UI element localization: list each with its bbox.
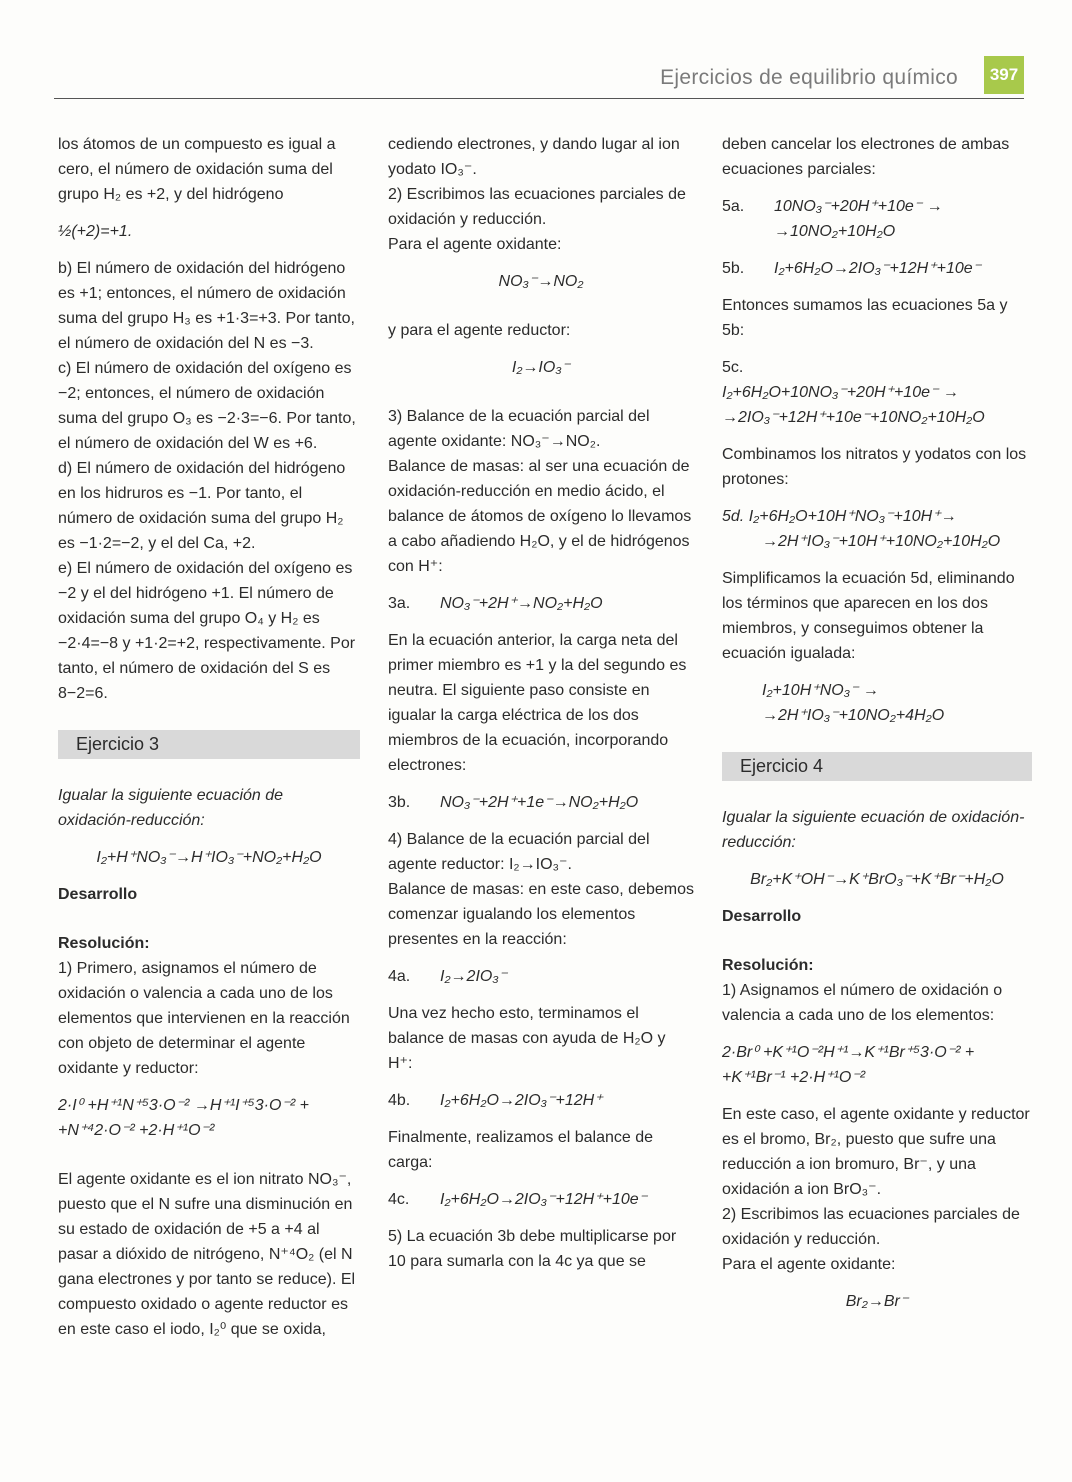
desarrollo-heading: Desarrollo [722,908,802,925]
paragraph: los átomos de un compuesto es igual a cero, el número de oxidación suma del grupo H₂ es +2, y del hidrógeno [58,136,336,203]
equation-4c: 4c. I₂+6H₂O→2IO₃⁻+12H⁺+10e⁻ [388,1187,694,1212]
equation: +K⁺¹Br⁻¹ +2·H⁺¹O⁻² [722,1069,866,1086]
equation: 2·I⁰ +H⁺¹N⁺⁵3·O⁻² →H⁺¹I⁺⁵3·O⁻² + [58,1097,309,1114]
equation-label: 3a. [388,595,411,612]
equation-5a: 5a. 10NO₃⁻+20H⁺+10e⁻ → [722,194,1032,219]
equation: Br₂→Br⁻ [845,1293,909,1310]
equation: I₂+H⁺NO₃⁻→H⁺IO₃⁻+NO₂+H₂O [96,849,322,866]
equation-5c: I₂+6H₂O+10NO₃⁻+20H⁺+10e⁻ → [722,384,959,401]
column-3 [722,132,1032,1314]
equation: Br₂+K⁺OH⁻→K⁺BrO₃⁻+K⁺Br⁻+H₂O [750,871,1004,888]
paragraph: cediendo electrones, y dando lugar al ion yodato IO₃⁻. [388,136,680,178]
paragraph: Una vez hecho esto, terminamos el balance de masas con ayuda de H₂O y H⁺: [388,1005,666,1072]
paragraph: Simplificamos la ecuación 5d, eliminando los términos que aparecen en los dos miembros, y conseguimos obtener la ecuación igualada: [722,570,1015,662]
paragraph: 2) Escribimos las ecuaciones parciales de oxidación y reducción. [388,186,686,228]
equation: ½(+2)=+1. [58,223,133,240]
paragraph: En la ecuación anterior, la carga neta del primer miembro es +1 y la del segundo es neutra. El siguiente paso consiste en igualar la carga eléctrica de los dos miembros de la ecuación, incorporando electrones: [388,632,687,774]
paragraph: 3) Balance de la ecuación parcial del agente oxidante: NO₃⁻→NO₂. [388,408,650,450]
paragraph: Combinamos los nitratos y yodatos con los protones: [722,446,1027,488]
equation: 2·Br⁰ +K⁺¹O⁻²H⁺¹→K⁺¹Br⁺⁵3·O⁻² + [722,1044,975,1061]
resolucion-heading: Resolución: [58,935,150,952]
resolucion-heading: Resolución: [722,957,814,974]
paragraph: e) El número de oxidación del oxígeno es −2 y el del hidrógeno +1. El número de oxidación suma del grupo O₄ y H₂ es −2·4=−8 y +1·2=+2, respectivamente. Por tanto, el número de oxidación del S es 8−2=6. [58,560,356,702]
equation-final-cont: →2H⁺IO₃⁻+10NO₂+4H₂O [762,707,945,724]
exercise-statement: Igualar la siguiente ecuación de oxidación-reducción: [58,787,284,829]
paragraph: Entonces sumamos las ecuaciones 5a y 5b: [722,297,1008,339]
paragraph: 1) Asignamos el número de oxidación o valencia a cada uno de los elementos: [722,982,1003,1024]
column-1 [58,132,360,1342]
paragraph: En este caso, el agente oxidante y reductor es el bromo, Br₂, puesto que sufre una reducción a ion bromuro, Br⁻, y una oxidación a ion BrO₃⁻. [722,1106,1030,1198]
equation-4a: 4a. I₂→2IO₃⁻ [388,964,694,989]
equation: I₂→IO₃⁻ [511,359,571,376]
paragraph: deben cancelar los electrones de ambas ecuaciones parciales: [722,136,1010,178]
equation-label: 4a. [388,968,411,985]
paragraph: Finalmente, realizamos el balance de carga: [388,1129,654,1171]
equation-label: 5c. [722,359,744,376]
equation-5d-cont: →2H⁺IO₃⁻+10H⁺+10NO₂+10H₂O [762,533,1001,550]
equation-5c-cont: →2IO₃⁻+12H⁺+10e⁻+10NO₂+10H₂O [722,409,985,426]
equation-3b: 3b. NO₃⁻+2H⁺+1e⁻→NO₂+H₂O [388,790,694,815]
equation: NO₃⁻→NO₂ [498,273,584,290]
equation-3a: 3a. NO₃⁻+2H⁺→NO₂+H₂O [388,591,694,616]
paragraph: Para el agente oxidante: [722,1256,896,1273]
exercise-3-heading: Ejercicio 3 [58,730,360,759]
equation-label: 5b. [722,260,745,277]
paragraph: El agente oxidante es el ion nitrato NO₃⁻, puesto que el N sufre una disminución en su estado de oxidación de +5 a +4 al pasar a dióxido de nitrógeno, N⁺⁴O₂ (el N gana electrones y por tanto se reduce). El compuesto oxidado o agente reductor es en este caso el iodo, I₂⁰ que se oxida, [58,1171,356,1338]
paragraph: Balance de masas: en este caso, debemos comenzar igualando los elementos presentes en la reacción: [388,881,694,948]
paragraph: c) El número de oxidación del oxígeno es −2; entonces, el número de oxidación suma del grupo O₃ es −2·3=−6. Por tanto, el número de oxidación del W es +6. [58,360,356,452]
equation-label: 5a. [722,198,745,215]
equation-label: 3b. [388,794,411,811]
equation-label: 4c. [388,1191,410,1208]
page-number: 397 [984,56,1024,94]
equation-5d: 5d. I₂+6H₂O+10H⁺NO₃⁻+10H⁺→ [722,508,957,525]
equation-4b: 4b. I₂+6H₂O→2IO₃⁻+12H⁺ [388,1088,694,1113]
exercise-statement: Igualar la siguiente ecuación de oxidación-reducción: [722,809,1025,851]
exercise-4-heading: Ejercicio 4 [722,752,1032,781]
paragraph: 1) Primero, asignamos el número de oxidación o valencia a cada uno de los elementos que intervienen en la reacción con objeto de determinar el agente oxidante y reductor: [58,960,350,1077]
equation-5b: 5b. I₂+6H₂O→2IO₃⁻+12H⁺+10e⁻ [722,256,1032,281]
paragraph: 5) La ecuación 3b debe multiplicarse por 10 para sumarla con la 4c ya que se [388,1228,677,1270]
running-title: Ejercicios de equilibrio químico [660,66,958,89]
equation-final: I₂+10H⁺NO₃⁻ → [762,682,879,699]
page-header [54,56,1024,99]
paragraph: b) El número de oxidación del hidrógeno es +1; entonces, el número de oxidación suma del grupo H₃ es +1·3=+3. Por tanto, el número de oxidación del N es −3. [58,260,355,352]
equation-5a-cont: →10NO₂+10H₂O [774,223,896,240]
paragraph: 4) Balance de la ecuación parcial del agente reductor: I₂→IO₃⁻. [388,831,650,873]
column-2 [388,132,694,1274]
desarrollo-heading: Desarrollo [58,886,138,903]
paragraph: y para el agente reductor: [388,322,571,339]
equation-label: 4b. [388,1092,411,1109]
paragraph: d) El número de oxidación del hidrógeno en los hidruros es −1. Por tanto, el número de oxidación suma del grupo H₂ es −1·2=−2, y el del Ca, +2. [58,460,346,552]
paragraph: Balance de masas: al ser una ecuación de oxidación-reducción en medio ácido, el balance de átomos de oxígeno lo llevamos a cabo añadiendo H₂O, y el de hidrógenos con H⁺: [388,458,692,575]
paragraph: 2) Escribimos las ecuaciones parciales de oxidación y reducción. [722,1206,1020,1248]
equation: +N⁺⁴2·O⁻² +2·H⁺¹O⁻² [58,1122,215,1139]
paragraph: Para el agente oxidante: [388,236,562,253]
